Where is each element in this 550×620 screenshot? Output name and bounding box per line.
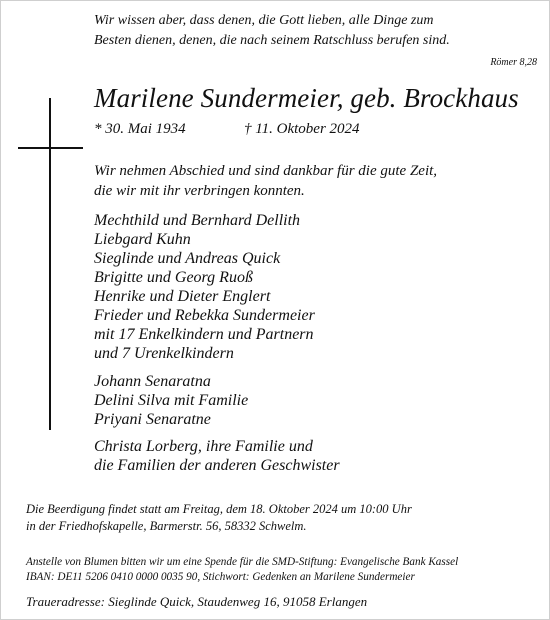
funeral-line-1: Die Beerdigung findet statt am Freitag, dem 18. Oktober 2024 um 10:00 Uhr [26,502,412,516]
funeral-line-2: in der Friedhofskapelle, Barmerstr. 56, 58332 Schwelm. [26,519,307,533]
donation-line-2: IBAN: DE11 5206 0410 0000 0035 90, Stichwort: Gedenken an Marilene Sundermeier [26,571,415,583]
donation-info [26,555,458,585]
mourner-line: die Familien der anderen Geschwister [94,457,340,474]
farewell-line-2: die wir mit ihr verbringen konnten. [94,183,305,199]
mourners-group-3 [94,437,340,475]
death-date: † 11. Oktober 2024 [244,121,360,137]
mourners-group-1 [94,211,315,363]
verse-reference: Römer 8,28 [490,57,537,68]
donation-line-1: Anstelle von Blumen bitten wir um eine Spende für die SMD-Stiftung: Evangelische Bank Kassel [26,556,459,568]
farewell-line-1: Wir nehmen Abschied und sind dankbar für die gute Zeit, [94,163,438,179]
mourner-line: Johann Senaratna [94,373,211,390]
mourner-line: Sieglinde und Andreas Quick [94,250,281,267]
mourner-line: Henrike und Dieter Englert [94,288,271,305]
mourner-line: Liebgard Kuhn [94,231,191,248]
mourner-line: mit 17 Enkelkindern und Partnern [94,326,314,343]
mourner-line: und 7 Urenkelkindern [94,345,234,362]
farewell-text [94,161,437,201]
mourner-line: Brigitte und Georg Ruoß [94,269,253,286]
life-dates [94,119,414,139]
mourner-line: Delini Silva mit Familie [94,392,249,409]
verse-line-2: Besten dienen, denen, die nach seinem Ratschluss berufen sind. [94,33,450,48]
bible-verse [94,11,450,51]
mourner-line: Priyani Senaratne [94,411,211,428]
mourning-address: Traueradresse: Sieglinde Quick, Staudenweg 16, 91058 Erlangen [26,594,368,609]
mourners-group-2 [94,372,248,429]
mourner-line: Frieder und Rebekka Sundermeier [94,307,315,324]
mourner-line: Christa Lorberg, ihre Familie und [94,438,313,455]
mourner-line: Mechthild und Bernhard Dellith [94,212,301,229]
funeral-info [26,501,412,535]
verse-line-1: Wir wissen aber, dass denen, die Gott lieben, alle Dinge zum [94,13,434,28]
latin-cross-icon-bar [18,147,83,149]
deceased-name: Marilene Sundermeier, geb. Brockhaus [94,83,519,113]
birth-date: * 30. Mai 1934 [94,121,186,137]
